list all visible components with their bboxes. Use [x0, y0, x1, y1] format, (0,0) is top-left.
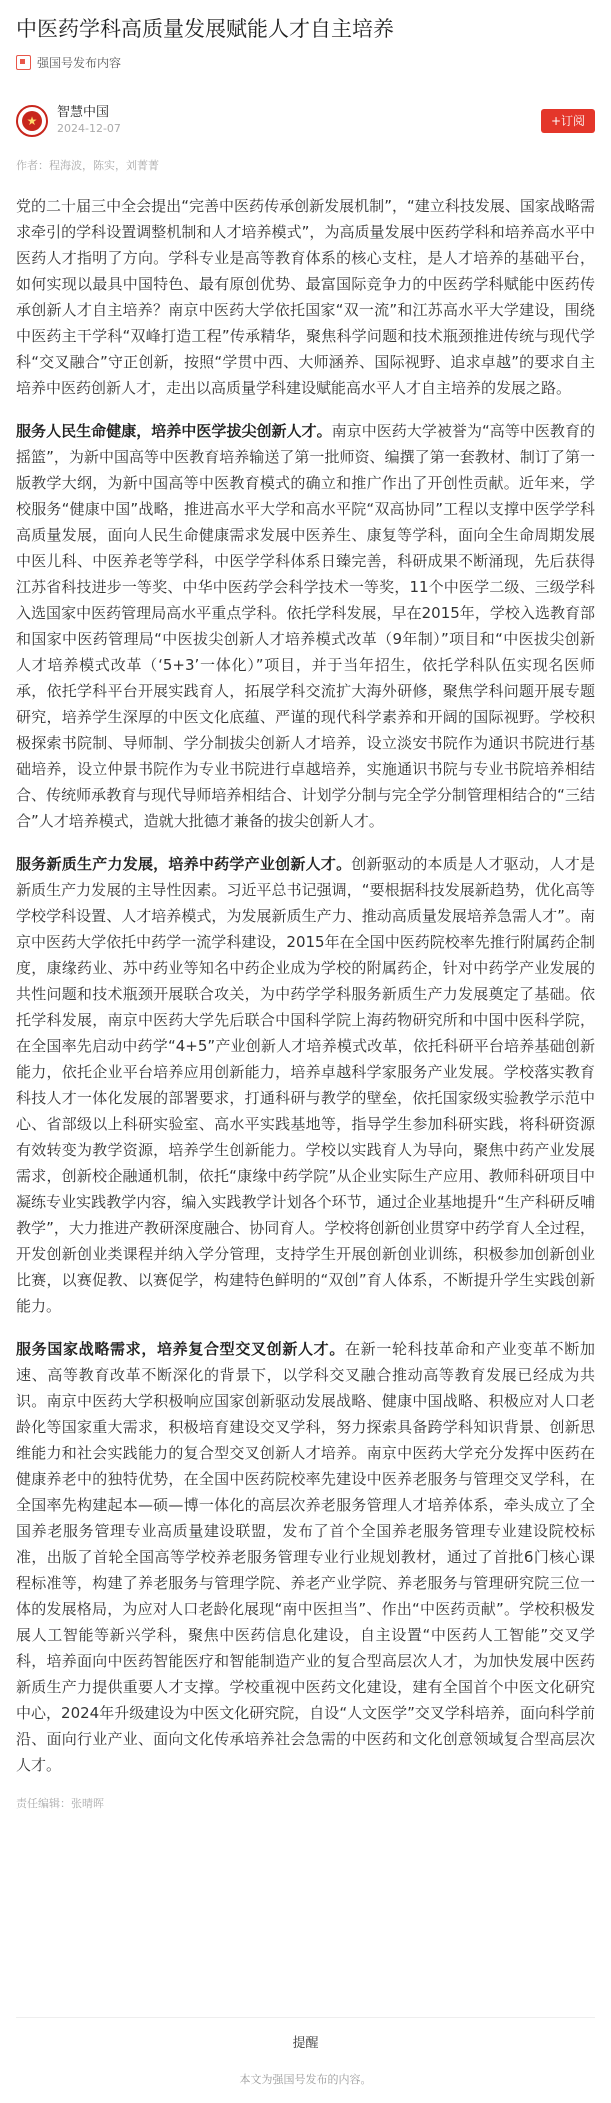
authors-line: 作者：程海波，陈实，刘菁菁: [16, 159, 159, 172]
source-tag: [16, 54, 595, 71]
paragraph-text: 南京中医药大学被誉为“高等中医教育的摇篮”，为新中国高等中医教育培养输送了第一批师资、编撰了第一套教材、制订了第一版教学大纲，为新中国高等中医教育模式的确立和推广作出了开创性贡献。近年来，学校服务“健康中国”战略，推进高水平大学和高水平院“双高协同”工程以支撑中医学学科高质量发展，面向人民生命健康需求发展中医养生、康复等学科，面向全生命周期发展中医儿科、中医养老等学科，中医学学科体系日臻完善，科研成果不断涌现，先后获得江苏省科技进步一等奖、中华中医药学会科学技术一等奖，11个中医学二级、三级学科入选国家中医药管理局高水平重点学科。依托学科发展，早在2015年，学校入选教育部和国家中医药管理局“中医拔尖创新人才培养模式改革（9年制）”项目和“中医拔尖创新人才培养模式改革（‘5+3’一体化）”项目，并于当年招生，依托学科队伍实现名医师承，依托学科平台开展实践育人，拓展学科交流扩大海外研修，聚焦学科问题开展专题研究，培养学生深厚的中医文化底蕴、严谨的现代科学素养和开阔的国际视野。学校积极探索书院制、导师制、学分制拔尖创新人才培养，设立淡安书院作为通识书院进行基础培养，设立仲景书院作为专业书院进行卓越培养，实施通识书院与专业书院培养相结合、传统师承教育与现代导师培养相结合、计划学分制与完全学分制管理相结合的“三结合”人才培养模式，造就大批德才兼备的拔尖创新人才。: [16, 422, 595, 830]
paragraph-section-3: [16, 1336, 595, 1778]
account-name[interactable]: 智慧中国: [57, 105, 110, 120]
footer-tip-text: 本文为强国号发布的内容。: [239, 2073, 372, 2086]
paragraph-text: 创新驱动的本质是人才驱动，人才是新质生产力发展的主导性因素。习近平总书记强调，“要根据科技发展新趋势，优化高等学校学科设置、人才培养模式，为发展新质生产力、推动高质量发展培养急需人才”。南京中医药大学依托中药学一流学科建设，2015年在全国中医药院校率先推行附属药企制度，康缘药业、苏中药业等知名中药企业成为学校的附属药企，针对中药学产业发展的共性问题和技术瓶颈开展联合攻关，为中药学学科服务新质生产力发展奠定了基础。依托学科发展，南京中医药大学先后联合中国科学院上海药物研究所和中国中医科学院，在全国率先启动中药学“4+5”产业创新人才培养模式改革，依托科研平台培养基础创新能力，依托企业平台培养应用创新能力，培养卓越科学家服务产业发展。学校落实教育科技人才一体化发展的部署要求，打通科研与教学的壁垒，依托国家级实验教学示范中心、省部级以上科研实验室、高水平实践基地等，指导学生参加科研实践，将科研资源有效转变为教学资源，培养学生创新能力。学校以实践育人为导向，聚焦中药产业发展需求，创新校企融通机制，依托“康缘中药学院”从企业实际生产应用、教师科研项目中凝练专业实践教学内容，编入实践教学计划各个环节，通过企业基地提升“生产科研反哺教学”，大力推进产教研深度融合、协同育人。学校将创新创业贯穿中药学育人全过程，开发创新创业类课程并纳入学分管理，支持学生开展创新创业训练，积极参加创新创业比赛，以赛促教、以赛促学，构建特色鲜明的“双创”育人体系，不断提升学生实践创新能力。: [16, 855, 595, 1315]
footer-notice: [0, 2017, 611, 2103]
publisher-icon: [16, 55, 31, 70]
footer-tip-title: 提醒: [292, 2036, 319, 2051]
paragraph-lead: 服务人民生命健康，培养中医学拔尖创新人才。: [16, 422, 332, 440]
article-body: [16, 193, 595, 1778]
avatar[interactable]: [16, 105, 48, 137]
footer-divider: [16, 2017, 595, 2018]
source-label: 强国号发布内容: [37, 56, 122, 70]
emblem-icon: ★: [22, 111, 42, 131]
account-row: [16, 104, 595, 137]
subscribe-button[interactable]: +订阅: [541, 109, 595, 133]
paragraph-intro: [16, 193, 595, 401]
account-meta: [57, 104, 121, 137]
paragraph-lead: 服务新质生产力发展，培养中药学产业创新人才。: [16, 855, 352, 873]
responsible-editor: 责任编辑：张晴晖: [16, 1797, 104, 1810]
publish-date: 2024-12-07: [57, 122, 121, 135]
article-title: 中医药学科高质量发展赋能人才自主培养: [16, 17, 394, 41]
paragraph-section-1: [16, 418, 595, 834]
paragraph-text: 在新一轮科技革命和产业变革不断加速、高等教育改革不断深化的背景下，以学科交叉融合推动高等教育发展已经成为共识。南京中医药大学积极响应国家创新驱动发展战略、健康中国战略、积极应对人口老龄化等国家重大需求，积极培育建设交叉学科，努力探索具备跨学科知识背景、创新思维能力和社会实践能力的复合型交叉创新人才培养。南京中医药大学充分发挥中医药在健康养老中的独特优势，在全国中医药院校率先建设中医养老服务与管理交叉学科，在全国率先构建起本—硕—博一体化的高层次养老服务管理人才培养体系，牵头成立了全国养老服务管理专业高质量建设联盟，发布了首个全国养老服务管理专业建设院校标准，出版了首轮全国高等学校养老服务管理专业行业规划教材，通过了首批6门核心课程标准等，构建了养老服务与管理学院、养老产业学院、养老服务与管理研究院三位一体的发展格局，为应对人口老龄化展现“南中医担当”、作出“中医药贡献”。学校积极发展人工智能等新兴学科，聚焦中医药信息化建设，自主设置“中医药人工智能”交叉学科，培养面向中医药智能医疗和智能制造产业的复合型高层次人才，为加快发展中医药新质生产力提供重要人才支撑。学校重视中医药文化建设，建有全国首个中医文化研究中心，2024年升级建设为中医文化研究院，自设“人文医学”交叉学科培养，面向科学前沿、面向行业产业、面向文化传承培养社会急需的中医药和文化创意领域复合型高层次人才。: [16, 1340, 595, 1774]
paragraph-text: 党的二十届三中全会提出“完善中医药传承创新发展机制”，“建立科技发展、国家战略需求牵引的学科设置调整机制和人才培养模式”，为高质量发展中医药学科和培养高水平中医药人才指明了方向。学科专业是高等教育体系的核心支柱，是人才培养的基础平台，如何实现以最具中国特色、最有原创优势、最富国际竞争力的中医药学科赋能中医药传承创新人才自主培养？南京中医药大学依托国家“双一流”和江苏高水平大学建设，围绕中医药主干学科“双峰打造工程”传承精华，聚焦科学问题和技术瓶颈推进传统与现代学科“交叉融合”守正创新，按照“学贯中西、大师涵养、国际视野、追求卓越”的要求自主培养中医药创新人才，走出以高质量学科建设赋能高水平人才自主培养的发展之路。: [16, 197, 595, 397]
paragraph-lead: 服务国家战略需求，培养复合型交叉创新人才。: [16, 1340, 345, 1358]
paragraph-section-2: [16, 851, 595, 1319]
